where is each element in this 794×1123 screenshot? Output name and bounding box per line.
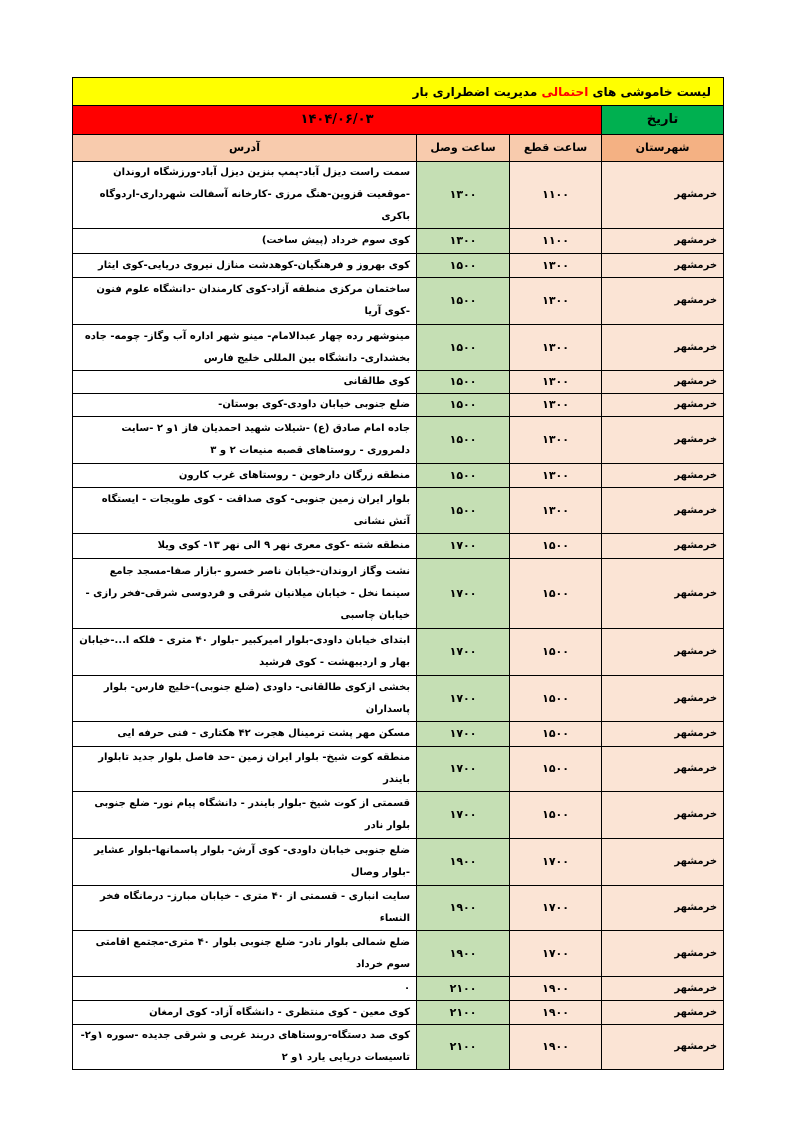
table-row [73, 254, 724, 278]
cut-time-cell: ۱۹۰۰ [510, 1025, 602, 1070]
table-row [73, 1025, 724, 1070]
connect-time-cell: ۱۵۰۰ [417, 254, 510, 278]
city-cell: خرمشهر [602, 977, 724, 1001]
address-cell: مینوشهر رده چهار عبدالامام- مینو شهر اداره آب وگاز- چومه- جاده بخشداری- دانشگاه بین المللی خلیج فارس [73, 325, 417, 371]
connect-time-cell: ۱۳۰۰ [417, 229, 510, 254]
connect-time-cell: ۱۵۰۰ [417, 371, 510, 394]
city-cell: خرمشهر [602, 464, 724, 488]
table-row [73, 977, 724, 1001]
city-cell: خرمشهر [602, 488, 724, 534]
cut-time-cell: ۱۵۰۰ [510, 629, 602, 676]
cut-time-cell: ۱۱۰۰ [510, 162, 602, 229]
connect-time-cell: ۱۷۰۰ [417, 559, 510, 629]
table-row [73, 792, 724, 839]
connect-time-cell: ۱۳۰۰ [417, 162, 510, 229]
address-cell: ضلع شمالی بلوار نادر- ضلع جنوبی بلوار ۴۰ متری-مجتمع اقامتی سوم خرداد [73, 931, 417, 977]
connect-time-cell: ۱۷۰۰ [417, 534, 510, 559]
cut-time-cell: ۱۷۰۰ [510, 931, 602, 977]
city-cell: خرمشهر [602, 534, 724, 559]
connect-time-cell: ۱۹۰۰ [417, 931, 510, 977]
table-row [73, 534, 724, 559]
date-label: تاریخ [602, 106, 724, 135]
table-row [73, 325, 724, 371]
city-cell: خرمشهر [602, 931, 724, 977]
cut-time-cell: ۱۵۰۰ [510, 559, 602, 629]
table-row [73, 371, 724, 394]
table-row [73, 488, 724, 534]
connect-time-cell: ۱۷۰۰ [417, 722, 510, 747]
table-row [73, 747, 724, 792]
cut-time-cell: ۱۳۰۰ [510, 278, 602, 325]
address-cell: قسمتی از کوت شیخ -بلوار بایندر - دانشگاه پیام نور- ضلع جنوبی بلوار نادر [73, 792, 417, 839]
date-row [73, 106, 724, 135]
title-row [73, 78, 724, 106]
city-cell: خرمشهر [602, 229, 724, 254]
connect-time-cell: ۱۷۰۰ [417, 629, 510, 676]
address-cell: ۰ [73, 977, 417, 1001]
city-cell: خرمشهر [602, 1025, 724, 1070]
city-cell: خرمشهر [602, 676, 724, 722]
city-cell: خرمشهر [602, 278, 724, 325]
cut-time-cell: ۱۷۰۰ [510, 839, 602, 886]
cut-time-cell: ۱۵۰۰ [510, 676, 602, 722]
address-cell: کوی صد دستگاه-روستاهای دربند غربی و شرقی جدیده -سوره ۱و۲- تاسیسات دریایی یارد ۱و ۲ [73, 1025, 417, 1070]
cut-time-cell: ۱۳۰۰ [510, 254, 602, 278]
table-row [73, 886, 724, 931]
outage-table [72, 77, 724, 1070]
cut-time-cell: ۱۳۰۰ [510, 325, 602, 371]
connect-time-cell: ۱۵۰۰ [417, 325, 510, 371]
address-cell: سایت انباری - قسمتی از ۴۰ متری - خیابان مبارز- درمانگاه فخر النساء [73, 886, 417, 931]
city-cell: خرمشهر [602, 886, 724, 931]
address-cell: ابتدای خیابان داودی-بلوار امیرکبیر -بلوار ۴۰ متری - فلکه ا...-خیابان بهار و اردیبهشت - کوی فرشید [73, 629, 417, 676]
address-cell: جاده امام صادق (ع) -شیلات شهید احمدیان فاز ۱و ۲ -سایت دلمروری - روستاهای قصبه منیعات ۲ و ۳ [73, 417, 417, 464]
city-cell: خرمشهر [602, 394, 724, 417]
address-cell: بلوار ایران زمین جنوبی- کوی صداقت - کوی طویجات - ایستگاه آتش نشانی [73, 488, 417, 534]
sheet-title [73, 78, 724, 106]
table-row [73, 162, 724, 229]
header-city: شهرستان [602, 135, 724, 162]
city-cell: خرمشهر [602, 162, 724, 229]
table-row [73, 229, 724, 254]
address-cell: بخشی ازکوی طالقانی- داودی (ضلع جنوبی)-خلیج فارس- بلوار پاسداران [73, 676, 417, 722]
city-cell: خرمشهر [602, 254, 724, 278]
address-cell: کوی معین - کوی منتظری - دانشگاه آزاد- کوی ارمغان [73, 1001, 417, 1025]
connect-time-cell: ۱۵۰۰ [417, 394, 510, 417]
address-cell: ضلع جنوبی خیابان داودی-کوی بوستان- [73, 394, 417, 417]
cut-time-cell: ۱۳۰۰ [510, 371, 602, 394]
table-row [73, 629, 724, 676]
connect-time-cell: ۱۷۰۰ [417, 676, 510, 722]
date-value: ۱۴۰۴/۰۶/۰۳ [73, 106, 602, 135]
table-row [73, 464, 724, 488]
connect-time-cell: ۱۵۰۰ [417, 278, 510, 325]
title-suffix: مدیریت اضطراری بار [412, 84, 538, 99]
connect-time-cell: ۱۷۰۰ [417, 792, 510, 839]
connect-time-cell: ۱۵۰۰ [417, 417, 510, 464]
header-address: آدرس [73, 135, 417, 162]
cut-time-cell: ۱۹۰۰ [510, 977, 602, 1001]
connect-time-cell: ۲۱۰۰ [417, 1001, 510, 1025]
address-cell: کوی سوم خرداد (پیش ساخت) [73, 229, 417, 254]
connect-time-cell: ۱۹۰۰ [417, 886, 510, 931]
table-row [73, 839, 724, 886]
city-cell: خرمشهر [602, 839, 724, 886]
table-row [73, 676, 724, 722]
table-row [73, 278, 724, 325]
address-cell: نشت وگاز اروندان-خیابان ناصر خسرو -بازار صفا-مسجد جامع سینما نخل - خیابان میلانیان شرقی و فردوسی شرقی-فخر رازی - خیابان چاسبی [73, 559, 417, 629]
connect-time-cell: ۱۵۰۰ [417, 488, 510, 534]
cut-time-cell: ۱۵۰۰ [510, 722, 602, 747]
table-row [73, 931, 724, 977]
address-cell: ضلع جنوبی خیابان داودی- کوی آرش- بلوار پاسمانها-بلوار عشایر -بلوار وصال [73, 839, 417, 886]
cut-time-cell: ۱۵۰۰ [510, 792, 602, 839]
table-row [73, 394, 724, 417]
cut-time-cell: ۱۵۰۰ [510, 534, 602, 559]
address-cell: ساختمان مرکزی منطقه آزاد-کوی کارمندان -دانشگاه علوم فنون -کوی آریا [73, 278, 417, 325]
city-cell: خرمشهر [602, 629, 724, 676]
connect-time-cell: ۱۹۰۰ [417, 839, 510, 886]
address-cell: کوی طالقانی [73, 371, 417, 394]
outage-sheet [72, 77, 723, 1070]
city-cell: خرمشهر [602, 722, 724, 747]
city-cell: خرمشهر [602, 417, 724, 464]
address-cell: کوی بهروز و فرهنگیان-کوهدشت منازل نیروی دریایی-کوی ایثار [73, 254, 417, 278]
cut-time-cell: ۱۳۰۰ [510, 417, 602, 464]
header-connect-time: ساعت وصل [417, 135, 510, 162]
header-row [73, 135, 724, 162]
cut-time-cell: ۱۱۰۰ [510, 229, 602, 254]
connect-time-cell: ۲۱۰۰ [417, 1025, 510, 1070]
cut-time-cell: ۱۹۰۰ [510, 1001, 602, 1025]
city-cell: خرمشهر [602, 1001, 724, 1025]
address-cell: منطقه زرگان دارخوین - روستاهای غرب کارون [73, 464, 417, 488]
cut-time-cell: ۱۳۰۰ [510, 394, 602, 417]
connect-time-cell: ۱۵۰۰ [417, 464, 510, 488]
city-cell: خرمشهر [602, 371, 724, 394]
table-row [73, 417, 724, 464]
city-cell: خرمشهر [602, 325, 724, 371]
title-highlight: احتمالی [541, 84, 589, 99]
cut-time-cell: ۱۷۰۰ [510, 886, 602, 931]
address-cell: مسکن مهر پشت ترمینال هجرت ۴۲ هکتاری - فنی حرفه ایی [73, 722, 417, 747]
table-row [73, 559, 724, 629]
address-cell: منطقه شته -کوی معری نهر ۹ الی نهر ۱۳- کوی ویلا [73, 534, 417, 559]
table-row [73, 722, 724, 747]
cut-time-cell: ۱۵۰۰ [510, 747, 602, 792]
header-cut-time: ساعت قطع [510, 135, 602, 162]
connect-time-cell: ۲۱۰۰ [417, 977, 510, 1001]
connect-time-cell: ۱۷۰۰ [417, 747, 510, 792]
address-cell: سمت راست دیزل آباد-پمپ بنزین دیزل آباد-ورزشگاه اروندان -موقعیت قزوین-هنگ مرزی -کارخانه آسفالت شهرداری-اردوگاه باکری [73, 162, 417, 229]
table-row [73, 1001, 724, 1025]
city-cell: خرمشهر [602, 559, 724, 629]
cut-time-cell: ۱۳۰۰ [510, 464, 602, 488]
city-cell: خرمشهر [602, 792, 724, 839]
city-cell: خرمشهر [602, 747, 724, 792]
title-prefix: لیست خاموشی های [592, 84, 712, 99]
cut-time-cell: ۱۳۰۰ [510, 488, 602, 534]
address-cell: منطقه کوت شیخ- بلوار ایران زمین -حد فاصل بلوار جدید تابلوار بایندر [73, 747, 417, 792]
